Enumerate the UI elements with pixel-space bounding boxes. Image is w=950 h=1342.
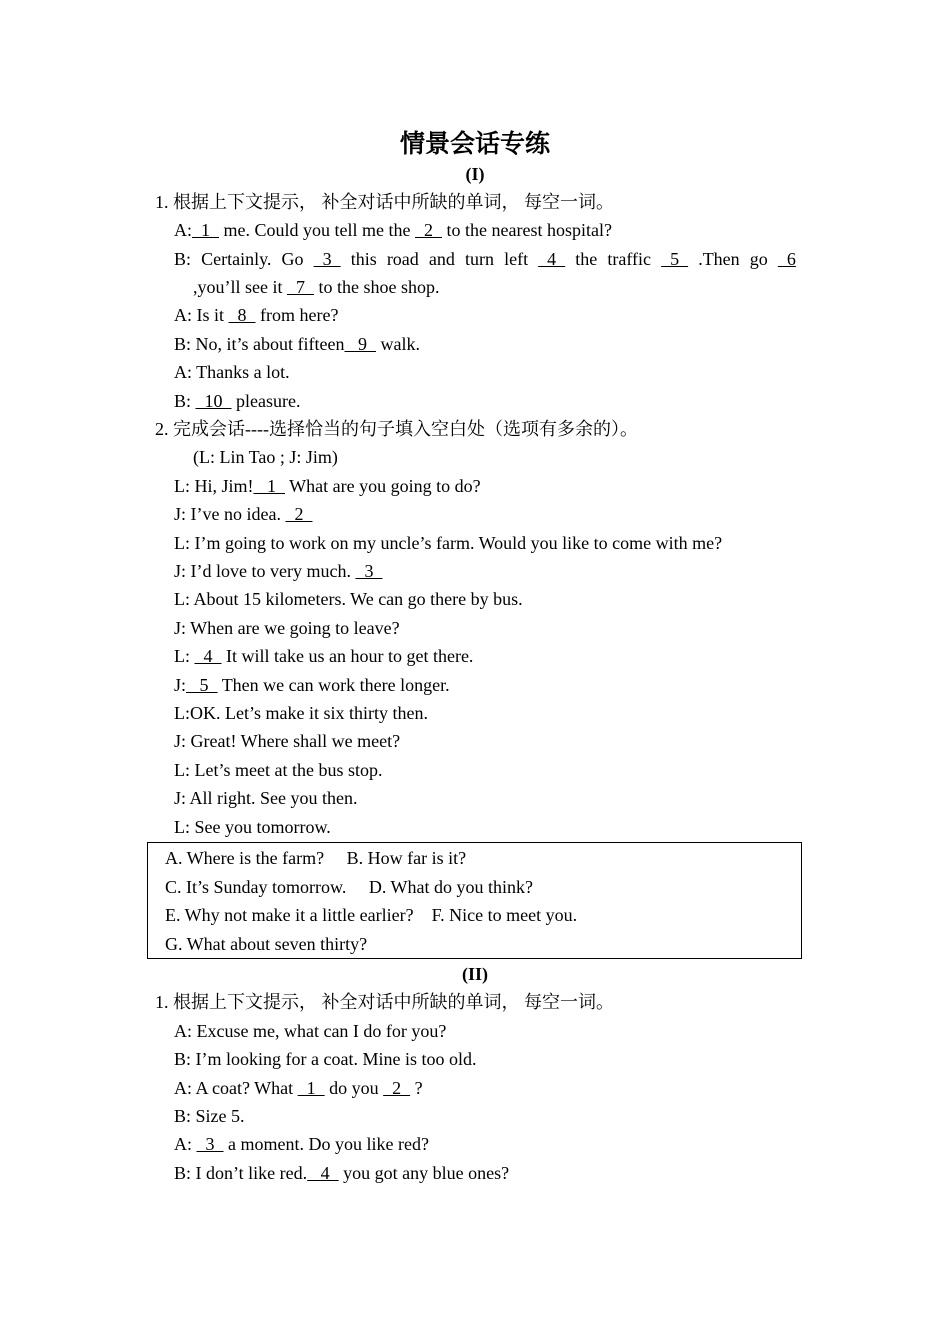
blank: 1 bbox=[253, 476, 285, 496]
dialogue-line: J: Great! Where shall we meet? bbox=[174, 731, 401, 751]
options-box bbox=[147, 842, 802, 959]
blank: 2 bbox=[383, 1078, 411, 1098]
dialogue-line: B: No, it’s about fifteen 9 walk. bbox=[174, 334, 420, 354]
option-row: E. Why not make it a little earlier? F. Nice to meet you. bbox=[165, 905, 578, 925]
blank: 2 bbox=[414, 220, 442, 240]
option-row: A. Where is the farm? B. How far is it? bbox=[165, 848, 467, 868]
dialogue-line: B: I’m looking for a coat. Mine is too old. bbox=[174, 1049, 477, 1069]
dialogue-line: A: Excuse me, what can I do for you? bbox=[174, 1021, 447, 1041]
blank: 3 bbox=[196, 1134, 224, 1154]
dialogue-line: J: 5 Then we can work there longer. bbox=[174, 675, 450, 695]
question-1-instruction: 1. 根据上下文提示， 补全对话中所缺的单词， 每空一词。 bbox=[155, 992, 614, 1012]
dialogue-line: L: See you tomorrow. bbox=[174, 817, 331, 837]
dialogue-line: L: About 15 kilometers. We can go there by bus. bbox=[174, 589, 523, 609]
blank: 3 bbox=[355, 561, 383, 581]
blank: 1 bbox=[192, 220, 219, 240]
blank: 6 bbox=[777, 249, 796, 269]
blank: 4 bbox=[194, 646, 222, 666]
dialogue-line: A: Thanks a lot. bbox=[174, 362, 290, 382]
blank: 5 bbox=[186, 675, 218, 695]
speaker-key: (L: Lin Tao ; J: Jim) bbox=[193, 447, 338, 467]
dialogue-line: L: Let’s meet at the bus stop. bbox=[174, 760, 383, 780]
page-title: 情景会话专练 bbox=[399, 131, 550, 158]
section-label-2: (II) bbox=[462, 964, 488, 984]
dialogue-line: L:OK. Let’s make it six thirty then. bbox=[174, 703, 428, 723]
blank: 4 bbox=[307, 1163, 339, 1183]
question-1-instruction: 1. 根据上下文提示， 补全对话中所缺的单词， 每空一词。 bbox=[155, 192, 614, 212]
blank: 4 bbox=[538, 249, 566, 269]
blank: 8 bbox=[228, 305, 256, 325]
option-row: C. It’s Sunday tomorrow. D. What do you think? bbox=[165, 877, 533, 897]
blank: 3 bbox=[313, 249, 341, 269]
dialogue-line: ,you’ll see it 7 to the shoe shop. bbox=[193, 277, 440, 297]
option-row: G. What about seven thirty? bbox=[165, 934, 368, 954]
dialogue-line: B: 10 pleasure. bbox=[174, 391, 301, 411]
blank: 7 bbox=[286, 277, 314, 297]
blank: 1 bbox=[297, 1078, 325, 1098]
dialogue-line: J: All right. See you then. bbox=[174, 788, 358, 808]
dialogue-line: L: Hi, Jim! 1 What are you going to do? bbox=[174, 476, 481, 496]
blank: 5 bbox=[661, 249, 689, 269]
dialogue-line: A: A coat? What 1 do you 2 ? bbox=[174, 1078, 423, 1098]
dialogue-line: L: I’m going to work on my uncle’s farm. Would you like to come with me? bbox=[174, 533, 723, 553]
blank: 10 bbox=[195, 391, 232, 411]
question-2-instruction: 2. 完成会话----选择恰当的句子填入空白处（选项有多余的）。 bbox=[155, 419, 638, 439]
dialogue-line-justified: B: Certainly. Go 3 this road and turn left 4 the traffic 5 .Then go 6 bbox=[174, 245, 796, 273]
dialogue-line: L: 4 It will take us an hour to get there. bbox=[174, 646, 474, 666]
dialogue-line: B: Size 5. bbox=[174, 1106, 245, 1126]
dialogue-line: A: 1 me. Could you tell me the 2 to the nearest hospital? bbox=[174, 220, 612, 240]
blank: 2 bbox=[285, 504, 313, 524]
dialogue-line: J: I’d love to very much. 3 bbox=[174, 561, 383, 581]
dialogue-line: J: I’ve no idea. 2 bbox=[174, 504, 313, 524]
dialogue-line: J: When are we going to leave? bbox=[174, 618, 400, 638]
dialogue-line: A: Is it 8 from here? bbox=[174, 305, 339, 325]
blank: 9 bbox=[344, 334, 376, 354]
dialogue-line: A: 3 a moment. Do you like red? bbox=[174, 1134, 429, 1154]
dialogue-line: B: I don’t like red. 4 you got any blue ones? bbox=[174, 1163, 510, 1183]
section-label-1: (I) bbox=[465, 164, 485, 184]
